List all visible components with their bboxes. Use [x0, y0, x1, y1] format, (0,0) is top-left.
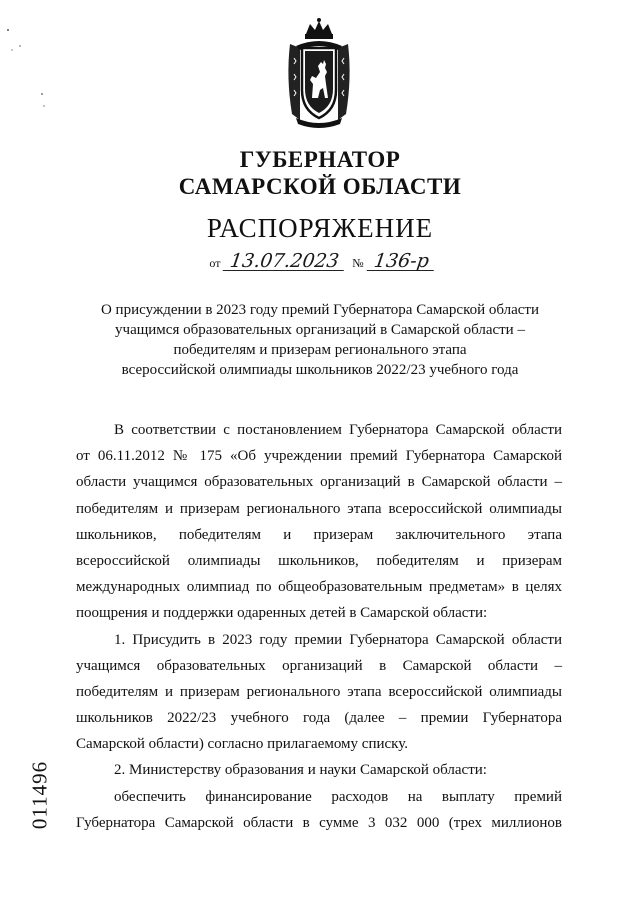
- header-region: САМАРСКОЙ ОБЛАСТИ: [178, 174, 462, 199]
- scan-specks: [0, 0, 60, 140]
- body-line: обеспечить финансирование расходов на выплату премий: [114, 788, 562, 805]
- subject-line: О присуждении в 2023 году премий Губернатора Самарской области: [100, 302, 540, 318]
- subject-line: всероссийской олимпиады школьников 2022/23 учебного года: [121, 362, 519, 378]
- document-subject: [60, 300, 580, 380]
- subject-line: учащимся образовательных организаций в Самарской области –: [115, 322, 525, 338]
- body-line: школьников, победителям и призерам заключительного этапа: [76, 526, 562, 543]
- body-line: поощрения и поддержки одаренных детей в Самарской области:: [76, 605, 488, 622]
- body-line: 1. Присудить в 2023 году премии Губернатора Самарской области: [114, 631, 562, 648]
- registration-stamp: [25, 745, 55, 845]
- body-line: В соответствии с постановлением Губернатора Самарской области: [114, 422, 562, 438]
- body-line: 2. Министерству образования и науки Самарской области:: [114, 762, 487, 779]
- body-line: от 06.11.2012 № 175 «Об учреждении премий Губернатора Самарской: [76, 448, 562, 465]
- document-body: [76, 417, 562, 836]
- body-line: области учащимся образовательных организаций в Самарской области –: [76, 474, 562, 491]
- body-line: школьников 2022/23 учебного года (далее – премии Губернатора: [76, 710, 562, 727]
- body-line: Самарской области) согласно прилагаемому списку.: [76, 736, 408, 753]
- handwritten-number: 136-р: [366, 252, 436, 271]
- body-line: победителям и призерам регионального этапа всероссийской олимпиады: [76, 500, 562, 517]
- body-line: победителям и призерам регионального этапа всероссийской олимпиады: [76, 683, 562, 700]
- body-line: Губернатора Самарской области в сумме 3 032 000 (трех миллионов: [76, 814, 562, 831]
- body-line: международных олимпиад по общеобразовательным предметам» в целях: [76, 579, 562, 596]
- number-label: №: [352, 256, 364, 270]
- header-governor: ГУБЕРНАТОР: [239, 147, 401, 172]
- stamp-number: 011496: [27, 760, 52, 830]
- body-line: всероссийской олимпиады школьников, победителям и призерам: [76, 552, 562, 569]
- document-type-title: РАСПОРЯЖЕНИЕ: [206, 213, 434, 243]
- handwritten-date: 13.07.2023: [223, 252, 346, 271]
- date-label: от: [209, 256, 221, 270]
- subject-line: победителям и призерам регионального этапа: [173, 342, 467, 358]
- samara-coat-of-arms-icon: [276, 18, 362, 128]
- body-line: учащимся образовательных организаций в Самарской области –: [76, 657, 562, 674]
- date-number-line: [0, 252, 640, 273]
